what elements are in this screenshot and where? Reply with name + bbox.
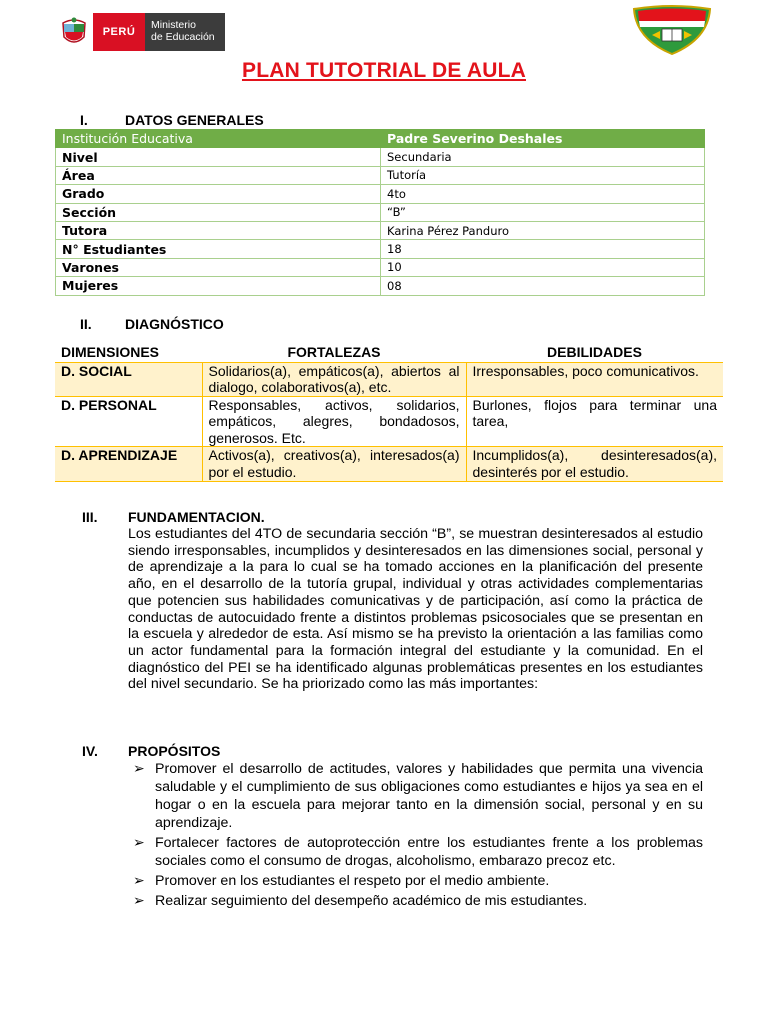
fortalezas-cell: Activos(a), creativos(a), interesados(a) por el estudio. xyxy=(202,447,466,481)
arrow-bullet-icon: ➢ xyxy=(133,873,145,889)
list-item xyxy=(128,872,703,890)
ministry-line2: de Educación xyxy=(151,31,215,43)
dimension-cell: D. SOCIAL xyxy=(55,362,202,396)
column-header: DEBILIDADES xyxy=(466,342,723,362)
fundamentacion-paragraph: Los estudiantes del 4TO de secundaria sección “B”, se muestran desinteresados al estudio siendo irresponsables, incumplidos y desinteresados en las dimensiones social, personal y de aprendizaje a la para lo cual se ha tomado acciones en la planificación del presente año, en el desarrollo de la tutoría grupal, individual y otras actividades complementarias que potencien sus habilidades comunicativas y de participación, así como la práctica de conductas de autocuidado frente a distintos problemas psicosociales que se presentan en la escuela y alrededor de esta. Así mismo se ha previsto la orientación a las familias como un actor fundamental para la formación integral del estudiante y la comunidad. En el diagnóstico del PEI se ha identificado algunas problemáticas presentes en los estudiantes del nivel secundario. Se ha priorizado como las más importantes: xyxy=(128,526,703,693)
value-cell: 08 xyxy=(381,277,705,295)
list-item xyxy=(128,834,703,870)
list-item-text: Promover en los estudiantes el respeto por el medio ambiente. xyxy=(155,873,550,889)
section-number: I. xyxy=(80,112,88,128)
school-crest-icon xyxy=(632,5,712,55)
section-number: IV. xyxy=(82,743,98,759)
value-cell: Padre Severino Deshales xyxy=(381,130,705,148)
table-row xyxy=(56,185,705,203)
table-row xyxy=(56,130,705,148)
minedu-logo xyxy=(55,13,225,51)
label-cell: Institución Educativa xyxy=(56,130,381,148)
section-title: DIAGNÓSTICO xyxy=(125,316,224,332)
value-cell: 10 xyxy=(381,258,705,276)
section-title: DATOS GENERALES xyxy=(125,112,264,128)
label-cell: N° Estudiantes xyxy=(56,240,381,258)
datos-generales-table xyxy=(55,129,705,296)
value-cell: Tutoría xyxy=(381,166,705,184)
section-number: III. xyxy=(82,509,98,525)
list-item xyxy=(128,892,703,910)
arrow-bullet-icon: ➢ xyxy=(133,835,145,851)
column-header: DIMENSIONES xyxy=(55,342,202,362)
arrow-bullet-icon: ➢ xyxy=(133,893,145,909)
dimension-cell: D. PERSONAL xyxy=(55,396,202,447)
list-item-text: Realizar seguimiento del desempeño académico de mis estudiantes. xyxy=(155,893,588,909)
label-cell: Nivel xyxy=(56,148,381,166)
column-header: FORTALEZAS xyxy=(202,342,466,362)
table-row xyxy=(56,221,705,239)
document-title: PLAN TUTOTRIAL DE AULA xyxy=(241,59,526,82)
value-cell: 4to xyxy=(381,185,705,203)
table-row xyxy=(55,362,723,396)
table-row xyxy=(56,240,705,258)
section-title: PROPÓSITOS xyxy=(128,743,221,759)
ministry-line1: Ministerio xyxy=(151,19,196,31)
value-cell: “B” xyxy=(381,203,705,221)
table-row xyxy=(56,258,705,276)
label-cell: Área xyxy=(56,166,381,184)
label-cell: Mujeres xyxy=(56,277,381,295)
value-cell: Secundaria xyxy=(381,148,705,166)
propositos-list xyxy=(128,760,703,912)
label-cell: Grado xyxy=(56,185,381,203)
peru-coat-of-arms-icon xyxy=(55,13,93,51)
list-item xyxy=(128,760,703,832)
section-number: II. xyxy=(80,316,92,332)
label-cell: Tutora xyxy=(56,221,381,239)
table-row xyxy=(55,396,723,447)
diagnostico-table xyxy=(55,342,723,482)
table-row xyxy=(55,447,723,481)
table-row xyxy=(56,166,705,184)
table-row xyxy=(56,277,705,295)
value-cell: 18 xyxy=(381,240,705,258)
label-cell: Sección xyxy=(56,203,381,221)
value-cell: Karina Pérez Panduro xyxy=(381,221,705,239)
debilidades-cell: Burlones, flojos para terminar una tarea, xyxy=(466,396,723,447)
dimension-cell: D. APRENDIZAJE xyxy=(55,447,202,481)
arrow-bullet-icon: ➢ xyxy=(133,761,145,777)
table-header-row xyxy=(55,342,723,362)
fortalezas-cell: Solidarios(a), empáticos(a), abiertos al dialogo, colaborativos(a), etc. xyxy=(202,362,466,396)
fortalezas-cell: Responsables, activos, solidarios, empáticos, alegres, bondadosos, generosos. Etc. xyxy=(202,396,466,447)
ministry-label xyxy=(145,13,225,51)
debilidades-cell: Irresponsables, poco comunicativos. xyxy=(466,362,723,396)
table-row xyxy=(56,148,705,166)
label-cell: Varones xyxy=(56,258,381,276)
section-title: FUNDAMENTACION. xyxy=(128,509,265,525)
table-row xyxy=(56,203,705,221)
peru-label: PERÚ xyxy=(93,13,145,51)
list-item-text: Promover el desarrollo de actitudes, valores y habilidades que permita una vivencia saludable y el cumplimiento de sus obligaciones como estudiantes e hijos ya sea en el hogar o en la escuela para mejorar tanto en la dimensión social, personal y en su aprendizaje. xyxy=(155,761,703,831)
list-item-text: Fortalecer factores de autoprotección entre los estudiantes frente a los problemas sociales como el consumo de drogas, alcoholismo, embarazo precoz etc. xyxy=(155,835,703,869)
debilidades-cell: Incumplidos(a), desinteresados(a), desinterés por el estudio. xyxy=(466,447,723,481)
